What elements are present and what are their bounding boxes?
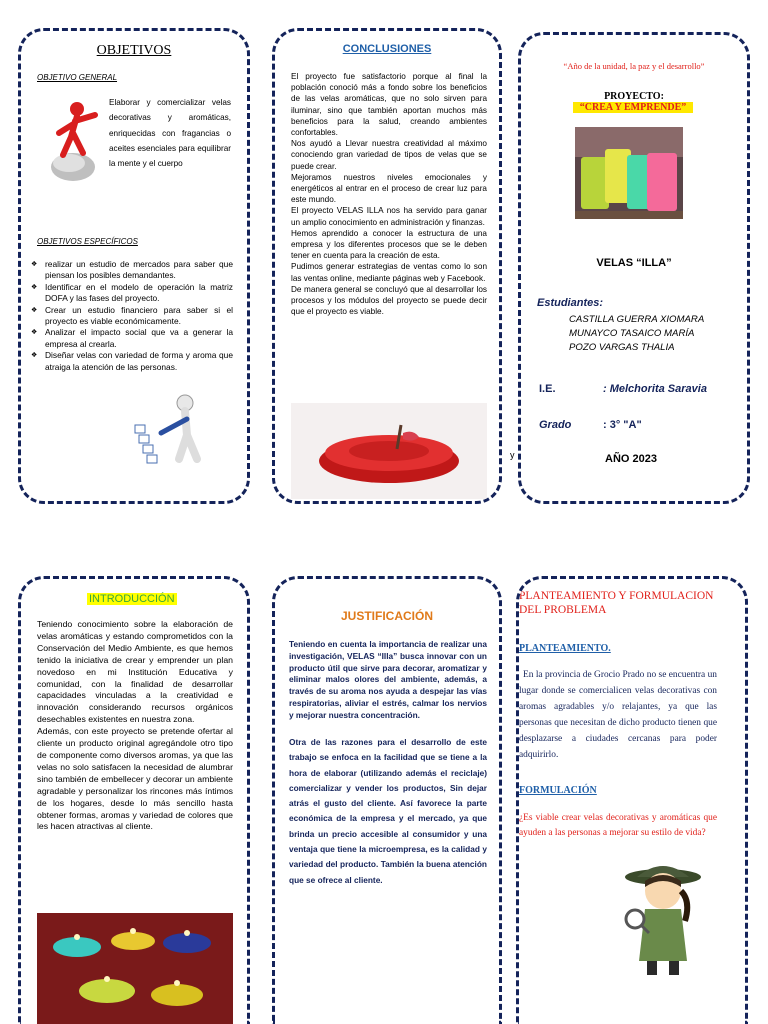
estudiante-name: CASTILLA GUERRA XIOMARA [569,314,705,325]
introduccion-text [37,619,233,833]
red-figure-illustration [43,99,107,183]
list-item: ❖ realizar un estudio de mercados para saber que piensan los posibles demandantes. [31,259,233,282]
objetivos-title: OBJETIVOS [96,43,172,58]
objetivos-panel [18,28,250,504]
objetivos-especificos-label: OBJETIVOS ESPECÍFICOS [37,237,138,246]
ie-label: I.E. [539,383,556,395]
motto-text: “Año de la unidad, la paz y el desarrollo” [563,61,705,71]
conclusion-paragraph: El proyecto fue satisfactorio porque al final la población conoció más a fondo sobre los beneficios de las velas aromáticas, que no solo sirven para iluminar, sino que también aportan muchos más beneficios para la salud, creando ambientes confortables. [291,72,487,138]
detective-illustration [613,861,709,981]
velas-title: VELAS “ILLA” [596,257,672,269]
conclusion-paragraph: Hemos aprendido a conocer la estructura de una empresa y los diferentes procesos que se le deben tener en cuenta para la creación de esta. [291,228,487,261]
candle-bowls-photo [37,913,233,1024]
conclusion-paragraph: Mejoramos nuestros niveles emocionales y energéticos al entrar en el proceso de crear luz para este mundo. [291,172,487,205]
stray-character: y [510,450,515,460]
grado-label: Grado [539,419,572,431]
conclusion-paragraph: Pudimos generar estrategias de ventas como lo son las ventas online, mediante páginas web y Facebook. [291,262,487,283]
list-item: ❖ Diseñar velas con variedad de forma y aroma que atraiga la atención de las personas. [31,350,233,373]
ie-value: : Melchorita Saravia [603,383,707,395]
list-item: ❖ Crear un estudio financiero para saber si el proyecto es viable económicamente. [31,305,233,328]
objetivo-general-label: OBJETIVO GENERAL [37,73,118,82]
estudiante-name: MUNAYCO TASAICO MARÍA [569,328,695,339]
estudiantes-label: Estudiantes: [537,297,604,309]
red-candle-photo [291,403,487,499]
planteamiento-title: PLANTEAMIENTO Y FORMULACION DEL PROBLEMA [519,590,714,616]
formulacion-label: FORMULACIÓN [519,785,597,796]
list-item: ❖ Analizar el impacto social que va a generar la empresa al crearla. [31,327,233,350]
estudiantes-list [569,313,704,355]
justificacion-p2: Otra de las razones para el desarrollo de este trabajo se enfoca en la facilidad que se tiene a la hora de elaborar (utilizando además el reciclaje) comercializar y vender los productos, Sin dejar atrás el gusto del cliente. Así favorece la parte económica de la empresa y el mercado, ya que brinda un precio accesible al consumidor y una ventaja que tiene la microempresa, es la calidad y variedad del producto. También la buena atención que se ofrece al cliente. [289,737,487,885]
conclusion-paragraph: De manera general se concluyó que al desarrollar los procesos y los módulos del proyecto se puede decir que el proyecto es viable. [291,284,487,317]
intro-paragraph: Además, con este proyecto se pretende ofertar al cliente un producto original agregándole otro tipo de componente como diversos aromas, ya que las velas no solo satisfacen la necesidad de alumbrar sino también de embellecer y decorar un ambiente agradable y personalizar los rincones más íntimos de los hogares, desde lo más sencillo hasta obtener formas, aromas y variedad de colores que les hacen atractivas al cliente. [37,726,233,832]
checklist-figure-illustration [131,393,211,473]
justificacion-panel [272,576,502,1024]
list-item: ❖ Identificar en el modelo de operación la matriz DOFA y las fases del proyecto. [31,282,233,305]
conclusiones-title: CONCLUSIONES [342,43,432,55]
objetivo-general-text: Elaborar y comercializar velas decorativas y aromáticas, enriquecidas con fragancias o aceites esenciales para equilibrar la mente y el cuerpo [109,98,231,169]
portada-panel [518,32,750,504]
justificacion-p1: Teniendo en cuenta la importancia de realizar una investigación, VELAS “Illa” busca innovar con un producto útil que sirve para decorar, aromatizar y eliminar malos olores del ambiente, además, a través de su aroma nos ayuda a despejar las vías respiratorias, aliviar el estrés, calmar los nervios y mejorar nuestra concentración. [289,639,487,720]
candles-photo [575,127,683,219]
justificacion-title: JUSTIFICACIÓN [340,609,433,623]
planteamiento-text: En la provincia de Grocio Prado no se encuentra un lugar donde se comercialicen velas decorativas con aromas agradables y/o relajantes, ya que las personas que necesitan de dicho producto tienen que desplazarse a ciudades cercanas para poder adquirirlo. [519,670,717,760]
proyecto-name: “CREA Y EMPRENDE” [573,102,693,113]
intro-paragraph: Teniendo conocimiento sobre la elaboración de velas aromáticas y estando comprometidos con la Conservación del Medio Ambiente, es que hemos tenido la iniciativa de crear y emprender un plan novedoso en mi Institución Educativa y comunidad, con la finalidad de desarrollar capacidades vinculadas a la creatividad e innovación considerando recursos orgánicos desechables existentes en nuestra zona. [37,619,233,725]
objetivos-especificos-list [31,259,233,373]
estudiante-name: POZO VARGAS THALIA [569,342,675,353]
conclusiones-text [291,71,487,317]
formulacion-text: ¿Es viable crear velas decorativas y aromáticas que ayuden a las personas a mejorar su estilo de vida? [519,813,717,838]
proyecto-label: PROYECTO: [604,91,664,102]
grado-value: : 3° "A" [603,419,642,431]
anio-text: AÑO 2023 [605,453,657,465]
introduccion-title: INTRODUCCIÓN [89,593,175,605]
planteamiento-label: PLANTEAMIENTO. [519,643,611,654]
planteamiento-panel [516,576,748,1024]
conclusion-paragraph: El proyecto VELAS ILLA nos ha servido para ganar un amplio conocimiento en administración y finanzas. [291,206,487,227]
conclusion-paragraph: Nos ayudó a Llevar nuestra creatividad al máximo conociendo gran variedad de tipos de velas que se puede crear. [291,139,487,171]
conclusiones-panel [272,28,502,504]
introduccion-panel [18,576,250,1024]
